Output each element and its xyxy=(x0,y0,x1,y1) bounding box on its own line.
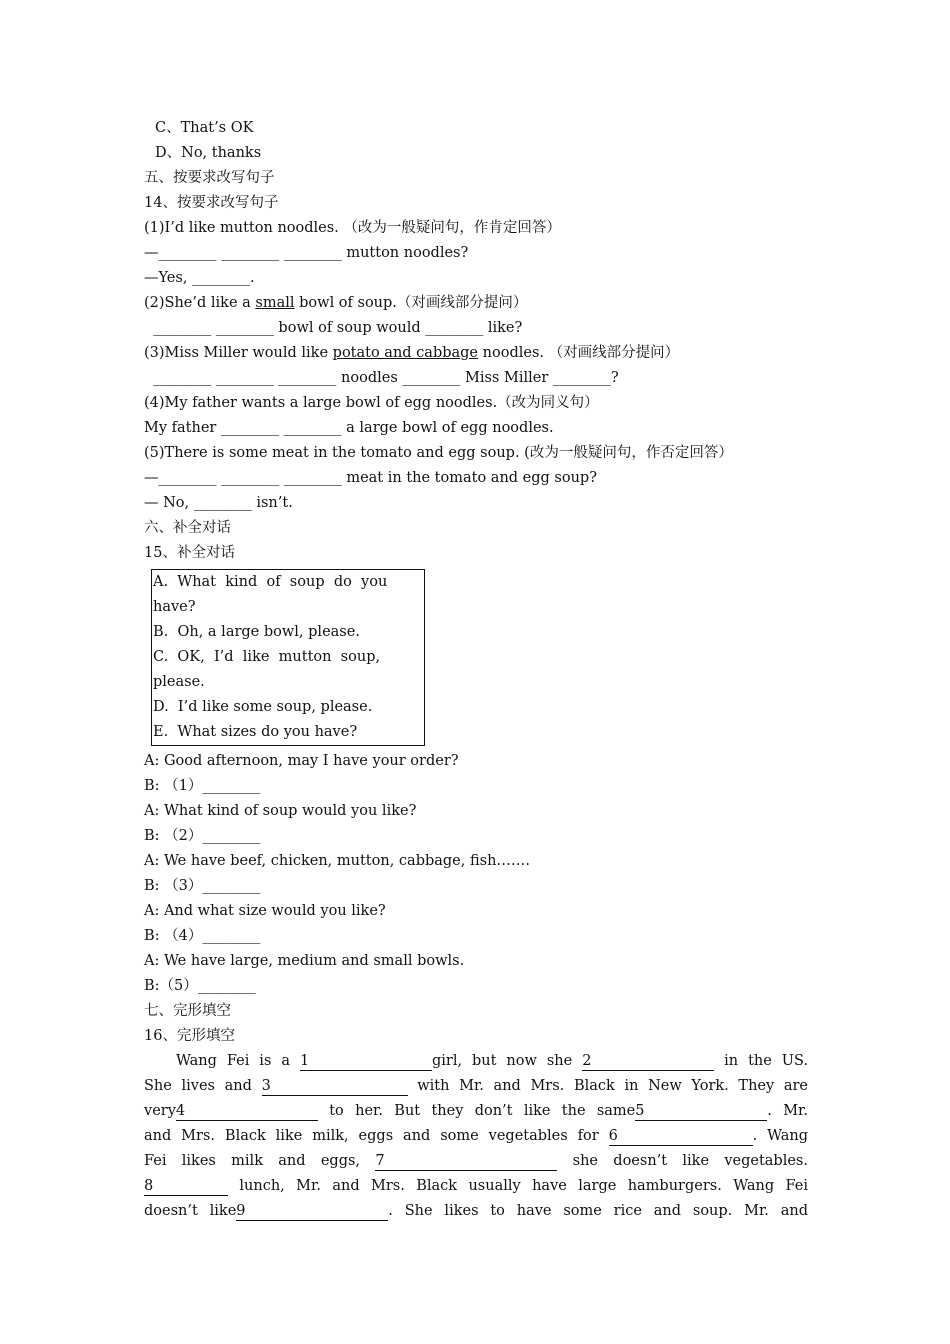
question-14-heading: 14、按要求改写句子 xyxy=(144,195,279,211)
cloze-text: Fei likes milk and eggs, xyxy=(144,1153,361,1169)
dialog-line: B: （2）________ xyxy=(144,828,261,844)
blank-6: 6 xyxy=(609,1127,753,1146)
section-7-heading: 七、完形填空 xyxy=(144,1003,231,1019)
q14-sentence-4: (4)My father wants a large bowl of egg noodles.（改为同义句） xyxy=(144,395,599,411)
cloze-text: lunch, Mr. and Mrs. Black usually have large hamburgers. Wang Fei xyxy=(239,1178,808,1194)
q14-s3-pre: (3)Miss Miller would like xyxy=(144,345,333,361)
dialog-line: A: And what size would you like? xyxy=(144,903,386,919)
q14-answer-1b: —Yes, ________. xyxy=(144,270,255,286)
box-option-c-line2: please. xyxy=(153,674,205,690)
question-16-heading: 16、完形填空 xyxy=(144,1028,235,1044)
q14-s2-pre: (2)She’d like a xyxy=(144,295,256,311)
blank-5: 5 xyxy=(635,1102,767,1121)
cloze-line-2 xyxy=(144,1074,808,1099)
cloze-text: in the US. xyxy=(724,1053,809,1069)
blank-1: 1 xyxy=(300,1052,432,1071)
cloze-text: . Mr. xyxy=(767,1103,809,1119)
q14-answer-5a: —________ ________ ________ meat in the tomato and egg soup? xyxy=(144,470,597,486)
cloze-text: Wang Fei is a xyxy=(176,1053,290,1069)
cloze-text: She lives and xyxy=(144,1078,252,1094)
q14-answer-3: ________ ________ ________ noodles ________ Miss Miller ________? xyxy=(144,370,619,386)
cloze-text: . She likes to have some rice and soup. Mr. and xyxy=(388,1203,809,1219)
blank-9: 9 xyxy=(236,1202,388,1221)
dialog-line: B: （3）________ xyxy=(144,878,261,894)
cloze-line-7 xyxy=(144,1199,808,1224)
dialog-line: B: （4）________ xyxy=(144,928,261,944)
cloze-text: girl, but now she xyxy=(431,1053,573,1069)
cloze-text: very xyxy=(144,1103,176,1119)
box-option-d: D. I’d like some soup, please. xyxy=(153,699,373,715)
section-5-heading: 五、按要求改写句子 xyxy=(144,170,275,186)
q14-answer-4: My father ________ ________ a large bowl of egg noodles. xyxy=(144,420,554,436)
dialog-line: A: What kind of soup would you like? xyxy=(144,803,417,819)
cloze-passage xyxy=(144,1049,808,1224)
box-option-c-line1: C. OK, I’d like mutton soup, xyxy=(153,649,381,665)
q14-answer-5b: — No, ________ isn’t. xyxy=(144,495,293,511)
q14-s3-underlined: potato and cabbage xyxy=(332,345,479,361)
cloze-line-1 xyxy=(144,1049,808,1074)
q14-sentence-5: (5)There is some meat in the tomato and egg soup. (改为一般疑问句，作否定回答） xyxy=(144,445,733,461)
box-option-e: E. What sizes do you have? xyxy=(153,724,358,740)
blank-3: 3 xyxy=(262,1077,408,1096)
blank-7: 7 xyxy=(375,1152,557,1171)
option-d: D、No, thanks xyxy=(155,145,262,161)
cloze-text: with Mr. and Mrs. Black in New York. They are xyxy=(417,1078,809,1094)
dialog-line: B:（5）________ xyxy=(144,978,256,994)
blank-8: 8 xyxy=(144,1177,228,1196)
options-box xyxy=(151,569,425,746)
cloze-line-4 xyxy=(144,1124,808,1149)
q14-answer-2: ________ ________ bowl of soup would ________ like? xyxy=(144,320,523,336)
option-c: C、That’s OK xyxy=(155,120,254,136)
blank-4: 4 xyxy=(176,1102,318,1121)
question-15-heading: 15、补全对话 xyxy=(144,545,235,561)
q14-sentence-1: (1)I’d like mutton noodles. （改为一般疑问句，作肯定回答） xyxy=(144,220,561,236)
blank-2: 2 xyxy=(582,1052,714,1071)
dialog-line: B: （1）________ xyxy=(144,778,261,794)
cloze-text: to her. But they don’t like the same xyxy=(329,1103,636,1119)
q14-s2-underlined: small xyxy=(255,295,295,311)
cloze-text: doesn’t like xyxy=(144,1203,237,1219)
cloze-text: . Wang xyxy=(752,1128,808,1144)
document-page xyxy=(144,116,808,1224)
cloze-text: and Mrs. Black like milk, eggs and some vegetables for xyxy=(144,1128,599,1144)
dialog-line: A: We have large, medium and small bowls. xyxy=(144,953,465,969)
cloze-line-3 xyxy=(144,1099,808,1124)
q14-s2-post: bowl of soup.（对画线部分提问） xyxy=(294,295,528,311)
cloze-line-5 xyxy=(144,1149,808,1174)
box-option-a-line2: have? xyxy=(153,599,196,615)
dialog-line: A: We have beef, chicken, mutton, cabbage, fish……. xyxy=(144,853,531,869)
box-option-b: B. Oh, a large bowl, please. xyxy=(153,624,360,640)
box-option-a-line1: A. What kind of soup do you xyxy=(153,574,388,590)
q14-s3-post: noodles. （对画线部分提问） xyxy=(478,345,680,361)
cloze-text: she doesn’t like vegetables. xyxy=(572,1153,808,1169)
q14-sentence-3 xyxy=(144,341,808,366)
q14-answer-1a: —________ ________ ________ mutton noodles? xyxy=(144,245,469,261)
section-6-heading: 六、补全对话 xyxy=(144,520,231,536)
dialog-line: A: Good afternoon, may I have your order? xyxy=(144,753,459,769)
q14-sentence-2 xyxy=(144,291,808,316)
cloze-line-6 xyxy=(144,1174,808,1199)
